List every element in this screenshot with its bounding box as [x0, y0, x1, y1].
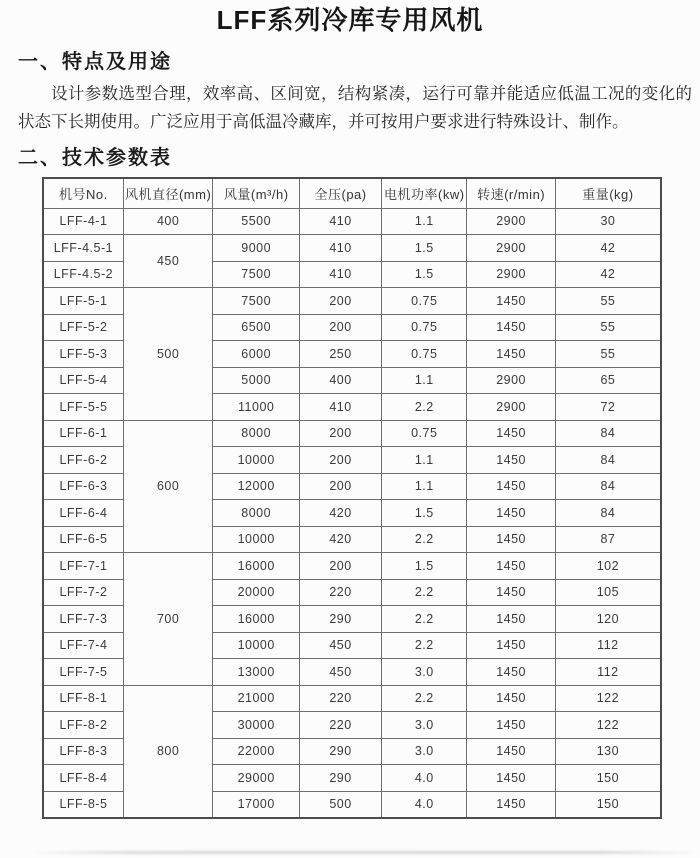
speed-cell: 1450 [467, 553, 555, 580]
table-row [43, 235, 661, 262]
weight-cell: 65 [555, 367, 661, 394]
power-cell: 1.1 [382, 473, 467, 500]
model-cell: LFF-6-3 [43, 473, 123, 500]
airflow-cell: 10000 [213, 447, 300, 474]
speed-cell: 2900 [467, 208, 555, 235]
airflow-cell: 17000 [213, 791, 300, 818]
model-cell: LFF-7-4 [43, 632, 123, 659]
power-cell: 2.2 [382, 685, 467, 712]
column-header: 电机功率(kw) [382, 178, 467, 208]
airflow-cell: 8000 [213, 420, 300, 447]
airflow-cell: 21000 [213, 685, 300, 712]
airflow-cell: 8000 [213, 500, 300, 527]
model-cell: LFF-6-1 [43, 420, 123, 447]
power-cell: 1.1 [382, 367, 467, 394]
speed-cell: 1450 [467, 712, 555, 739]
weight-cell: 112 [555, 659, 661, 686]
power-cell: 0.75 [382, 341, 467, 368]
model-cell: LFF-6-2 [43, 447, 123, 474]
speed-cell: 1450 [467, 765, 555, 792]
pressure-cell: 200 [299, 314, 381, 341]
airflow-cell: 13000 [213, 659, 300, 686]
pressure-cell: 250 [299, 341, 381, 368]
weight-cell: 87 [555, 526, 661, 553]
pressure-cell: 200 [299, 447, 381, 474]
table-row [43, 208, 661, 235]
pressure-cell: 420 [299, 500, 381, 527]
pressure-cell: 450 [299, 632, 381, 659]
weight-cell: 112 [555, 632, 661, 659]
model-cell: LFF-5-3 [43, 341, 123, 368]
model-cell: LFF-4-1 [43, 208, 123, 235]
weight-cell: 42 [555, 235, 661, 262]
speed-cell: 1450 [467, 659, 555, 686]
model-cell: LFF-7-3 [43, 606, 123, 633]
speed-cell: 1450 [467, 420, 555, 447]
airflow-cell: 30000 [213, 712, 300, 739]
document-page [0, 4, 700, 819]
speed-cell: 1450 [467, 606, 555, 633]
weight-cell: 150 [555, 765, 661, 792]
pressure-cell: 200 [299, 473, 381, 500]
airflow-cell: 7500 [213, 261, 300, 288]
model-cell: LFF-6-4 [43, 500, 123, 527]
diameter-cell: 500 [123, 288, 213, 421]
speed-cell: 1450 [467, 500, 555, 527]
power-cell: 2.2 [382, 526, 467, 553]
pressure-cell: 410 [299, 394, 381, 421]
pressure-cell: 500 [299, 791, 381, 818]
model-cell: LFF-8-2 [43, 712, 123, 739]
table-header-row [43, 178, 661, 208]
pressure-cell: 410 [299, 235, 381, 262]
speed-cell: 1450 [467, 447, 555, 474]
weight-cell: 84 [555, 447, 661, 474]
weight-cell: 72 [555, 394, 661, 421]
pressure-cell: 290 [299, 606, 381, 633]
model-cell: LFF-7-5 [43, 659, 123, 686]
speed-cell: 1450 [467, 685, 555, 712]
weight-cell: 105 [555, 579, 661, 606]
table-row [43, 685, 661, 712]
weight-cell: 122 [555, 685, 661, 712]
model-cell: LFF-5-4 [43, 367, 123, 394]
table-body [43, 208, 661, 818]
pressure-cell: 220 [299, 579, 381, 606]
power-cell: 2.2 [382, 579, 467, 606]
speed-cell: 1450 [467, 314, 555, 341]
weight-cell: 150 [555, 791, 661, 818]
model-cell: LFF-8-5 [43, 791, 123, 818]
airflow-cell: 7500 [213, 288, 300, 315]
speed-cell: 2900 [467, 394, 555, 421]
airflow-cell: 29000 [213, 765, 300, 792]
power-cell: 0.75 [382, 314, 467, 341]
column-header: 转速(r/min) [467, 178, 555, 208]
parameters-table [42, 177, 662, 819]
speed-cell: 1450 [467, 288, 555, 315]
power-cell: 1.5 [382, 553, 467, 580]
diameter-cell: 450 [123, 235, 213, 288]
airflow-cell: 9000 [213, 235, 300, 262]
column-header: 机号No. [43, 178, 123, 208]
speed-cell: 1450 [467, 632, 555, 659]
model-cell: LFF-6-5 [43, 526, 123, 553]
airflow-cell: 16000 [213, 553, 300, 580]
airflow-cell: 5500 [213, 208, 300, 235]
pressure-cell: 200 [299, 553, 381, 580]
weight-cell: 55 [555, 341, 661, 368]
airflow-cell: 12000 [213, 473, 300, 500]
power-cell: 1.5 [382, 500, 467, 527]
column-header: 全压(pa) [299, 178, 381, 208]
section1-heading: 一、特点及用途 [18, 51, 172, 73]
pressure-cell: 410 [299, 261, 381, 288]
weight-cell: 42 [555, 261, 661, 288]
airflow-cell: 20000 [213, 579, 300, 606]
model-cell: LFF-4.5-2 [43, 261, 123, 288]
weight-cell: 30 [555, 208, 661, 235]
pressure-cell: 420 [299, 526, 381, 553]
pressure-cell: 220 [299, 685, 381, 712]
speed-cell: 1450 [467, 473, 555, 500]
pressure-cell: 410 [299, 208, 381, 235]
weight-cell: 122 [555, 712, 661, 739]
weight-cell: 55 [555, 288, 661, 315]
model-cell: LFF-5-2 [43, 314, 123, 341]
speed-cell: 1450 [467, 341, 555, 368]
pressure-cell: 200 [299, 288, 381, 315]
model-cell: LFF-7-1 [43, 553, 123, 580]
power-cell: 1.1 [382, 208, 467, 235]
speed-cell: 1450 [467, 579, 555, 606]
model-cell: LFF-7-2 [43, 579, 123, 606]
weight-cell: 84 [555, 500, 661, 527]
airflow-cell: 11000 [213, 394, 300, 421]
pressure-cell: 220 [299, 712, 381, 739]
table-row [43, 288, 661, 315]
power-cell: 2.2 [382, 632, 467, 659]
speed-cell: 2900 [467, 367, 555, 394]
weight-cell: 55 [555, 314, 661, 341]
model-cell: LFF-5-1 [43, 288, 123, 315]
airflow-cell: 10000 [213, 526, 300, 553]
diameter-cell: 400 [123, 208, 213, 235]
speed-cell: 2900 [467, 235, 555, 262]
weight-cell: 84 [555, 473, 661, 500]
airflow-cell: 6000 [213, 341, 300, 368]
section1-paragraph: 设计参数选型合理，效率高、区间宽，结构紧凑，运行可靠并能适应低温工况的变化的状态下长期使用。广泛应用于高低温冷藏库，并可按用户要求进行特殊设计、制作。 [18, 84, 692, 131]
power-cell: 2.2 [382, 394, 467, 421]
power-cell: 4.0 [382, 765, 467, 792]
model-cell: LFF-8-4 [43, 765, 123, 792]
diameter-cell: 800 [123, 685, 213, 818]
column-header: 风机直径(mm) [123, 178, 213, 208]
model-cell: LFF-5-5 [43, 394, 123, 421]
power-cell: 4.0 [382, 791, 467, 818]
power-cell: 1.5 [382, 261, 467, 288]
power-cell: 3.0 [382, 738, 467, 765]
power-cell: 1.5 [382, 235, 467, 262]
power-cell: 0.75 [382, 420, 467, 447]
weight-cell: 120 [555, 606, 661, 633]
weight-cell: 84 [555, 420, 661, 447]
power-cell: 3.0 [382, 659, 467, 686]
pressure-cell: 450 [299, 659, 381, 686]
speed-cell: 1450 [467, 526, 555, 553]
pressure-cell: 200 [299, 420, 381, 447]
column-header: 重量(kg) [555, 178, 661, 208]
column-header: 风量(m³/h) [213, 178, 300, 208]
airflow-cell: 10000 [213, 632, 300, 659]
speed-cell: 2900 [467, 261, 555, 288]
weight-cell: 102 [555, 553, 661, 580]
weight-cell: 130 [555, 738, 661, 765]
section2-heading: 二、技术参数表 [18, 147, 172, 169]
pressure-cell: 290 [299, 765, 381, 792]
diameter-cell: 700 [123, 553, 213, 686]
airflow-cell: 16000 [213, 606, 300, 633]
model-cell: LFF-4.5-1 [43, 235, 123, 262]
airflow-cell: 5000 [213, 367, 300, 394]
diameter-cell: 600 [123, 420, 213, 553]
airflow-cell: 22000 [213, 738, 300, 765]
table-row [43, 553, 661, 580]
airflow-cell: 6500 [213, 314, 300, 341]
table-row [43, 420, 661, 447]
pressure-cell: 400 [299, 367, 381, 394]
speed-cell: 1450 [467, 791, 555, 818]
power-cell: 0.75 [382, 288, 467, 315]
power-cell: 3.0 [382, 712, 467, 739]
power-cell: 1.1 [382, 447, 467, 474]
model-cell: LFF-8-3 [43, 738, 123, 765]
page-title: LFF系列冷库专用风机 [216, 5, 484, 35]
power-cell: 2.2 [382, 606, 467, 633]
speed-cell: 1450 [467, 738, 555, 765]
model-cell: LFF-8-1 [43, 685, 123, 712]
pressure-cell: 290 [299, 738, 381, 765]
